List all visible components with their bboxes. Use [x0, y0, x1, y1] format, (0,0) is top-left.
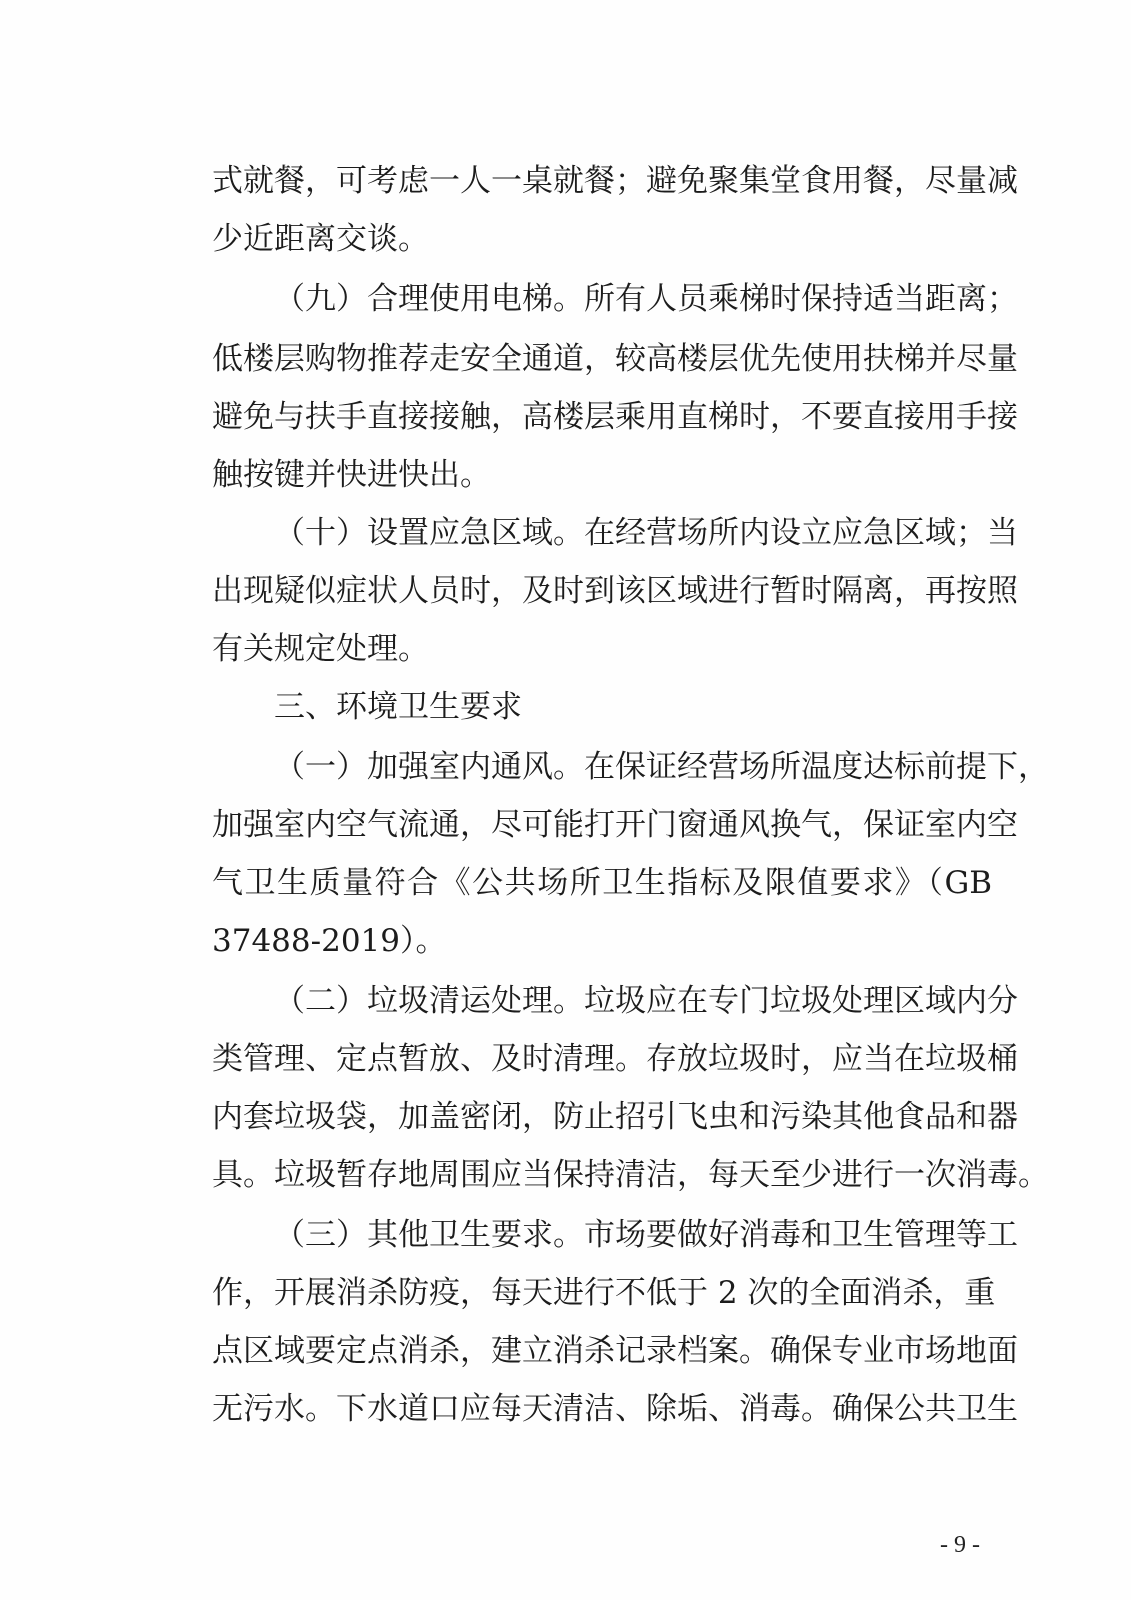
page-number: - 9 -: [940, 1532, 980, 1558]
text-line: 加强室内空气流通，尽可能打开门窗通风换气，保证室内空: [212, 807, 1018, 843]
text-line: 具。垃圾暂存地周围应当保持清洁，每天至少进行一次消毒。: [212, 1157, 1049, 1193]
text-line: 触按键并快进快出。: [212, 457, 491, 493]
paragraph-heading-other-hygiene: （三）其他卫生要求。市场要做好消毒和卫生管理等工: [274, 1217, 1018, 1253]
text-line: 少近距离交谈。: [212, 221, 429, 257]
text-line: 类管理、定点暂放、及时清理。存放垃圾时，应当在垃圾桶: [212, 1041, 1018, 1077]
paragraph-heading-ventilation: （一）加强室内通风。在保证经营场所温度达标前提下，: [274, 749, 1049, 785]
text-line: 37488-2019）。: [212, 923, 447, 959]
text-line: 内套垃圾袋，加盖密闭，防止招引飞虫和污染其他食品和器: [212, 1099, 1018, 1135]
text-line: 作，开展消杀防疫，每天进行不低于 2 次的全面消杀，重: [212, 1275, 996, 1311]
text-line: 避免与扶手直接接触，高楼层乘用直梯时，不要直接用手接: [212, 399, 1018, 435]
text-line: 点区域要定点消杀，建立消杀记录档案。确保专业市场地面: [212, 1333, 1018, 1369]
text-line: 式就餐，可考虑一人一桌就餐；避免聚集堂食用餐，尽量减: [212, 163, 1018, 199]
paragraph-heading-elevator: （九）合理使用电梯。所有人员乘梯时保持适当距离；: [274, 281, 1018, 317]
text-line: 有关规定处理。: [212, 631, 429, 667]
text-line: 无污水。下水道口应每天清洁、除垢、消毒。确保公共卫生: [212, 1391, 1018, 1427]
text-line: 气卫生质量符合《公共场所卫生指标及限值要求》（GB: [212, 865, 992, 901]
paragraph-heading-emergency: （十）设置应急区域。在经营场所内设立应急区域；当: [274, 515, 1018, 551]
text-line: 出现疑似症状人员时，及时到该区域进行暂时隔离，再按照: [212, 573, 1018, 609]
section-heading: 三、环境卫生要求: [274, 689, 522, 725]
paragraph-heading-garbage: （二）垃圾清运处理。垃圾应在专门垃圾处理区域内分: [274, 983, 1018, 1019]
text-line: 低楼层购物推荐走安全通道，较高楼层优先使用扶梯并尽量: [212, 341, 1018, 377]
